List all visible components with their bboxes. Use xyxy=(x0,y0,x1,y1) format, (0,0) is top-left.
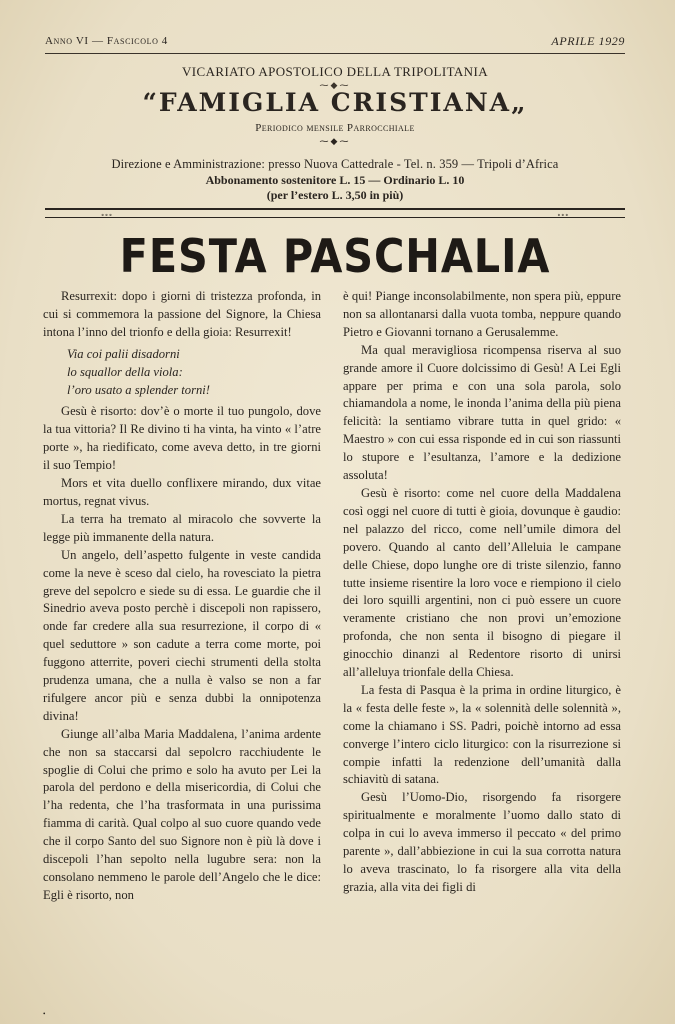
article-column-left xyxy=(43,288,321,905)
verse-line: l’oro usato a splender torni! xyxy=(67,382,210,397)
direzione-line: Direzione e Amministrazione: presso Nuova Cattedrale - Tel. n. 359 — Tripoli d’Africa xyxy=(111,157,559,171)
paragraph: Mors et vita duello conflixere mirando, dux vitae mortus, regnat vivus. xyxy=(43,476,321,508)
paragraph: La festa di Pasqua è la prima in ordine liturgico, è la « festa delle feste », la « solennità delle solennità », come la chiamano i SS. Padri, poichè intorno ad essa converge l’intero ciclo liturgico: con la risurrezione si compie infatti la redenzione dell’umanità dalla schiavitù di satana. xyxy=(343,682,621,787)
paragraph: Un angelo, dell’aspetto fulgente in veste candida come la neve è sceso dal cielo, ha rovesciato la pietra greve del sepolcro e siede su di essa. Le guardie che il Sinedrio aveva posto perchè i discepoli non rapissero, onde far credere alla sua resurrezione, il corpo di « quel seduttore » son cadute a terra come morte, poi fuggono atterrite, poveri ciechi strumenti della stolta prudenza umana, che a nulla è valso se non a far rifulgere ancor più e senza dubbi la onnipotenza divina! xyxy=(43,547,321,723)
masthead-double-rule xyxy=(45,208,625,218)
journal-subtitle: Periodico mensile Parrocchiale xyxy=(255,122,415,134)
paragraph: è qui! Piange inconsolabilmente, non spera più, eppure non sa allontanarsi dalla vuota tomba, neppure quando Pietro e Giovanni tornano a Gerusalemme. xyxy=(343,289,621,339)
paragraph: Ma qual meravigliosa ricompensa riserva al suo grande amore il Cuore dolcissimo di Gesù! A Lei Egli appare per prima e con una sola parola, solo chiamandola a nome, le inonda l’anima della più piena felicità: la sentiamo vibrare tutta in quel grido: « Maestro » con cui essa risponde ed in cui son riassunti lo stupore e l’esultanza, l’amore e la dedizione assoluta! xyxy=(343,342,621,483)
paragraph: Giunge all’alba Maria Maddalena, l’anima ardente che non sa staccarsi dal sepolcro racchiudente le spoglie di Colui che primo e solo ha avuto per Lei la parola del perdono e della misericordia, di Colui che l’ha redenta, che l’ha trasformata in una purissima fiamma di carità. Qual colpo al suo cuore quando vede che il corpo Santo del suo Signore non è più là dove i discepoli l’han sepolto nella lugubre sera: non la consolano nemmeno le parole dell’Angelo che le dice: Egli è risorto, non xyxy=(43,726,321,902)
verse-quote xyxy=(67,346,321,400)
journal-title: “FAMIGLIA CRISTIANA„ xyxy=(142,88,528,117)
paragraph: La terra ha tremato al miracolo che sovverte la legge più immanente della natura. xyxy=(43,511,321,544)
printer-mark-icon: • xyxy=(43,1010,46,1018)
paragraph: Gesù è risorto: come nel cuore della Maddalena così oggi nel cuore di tutti è gioia, dovunque è gaudio: nel palazzo del ricco, come nell’umile dimora del povero. Quando al canto dell’Alleluia le campane delle Chiese, dopo lunghe ore di triste silenzio, fanno tutte insieme risentire la loro voce e riempiono il cielo dei loro squilli argentini, non ci può essere un cuore veramente cristiano che non provi un’emozione profonda, che non senta il bisogno di piegare il ginocchio dinanzi al Redentore risorto di unirsi all’alleluya trionfale della Chiesa. xyxy=(343,485,621,680)
running-head xyxy=(45,33,625,49)
abbonamento-line: Abbonamento sostenitore L. 15 — Ordinario L. 10 xyxy=(205,173,465,187)
verse-line: lo squallor della viola: xyxy=(67,364,183,379)
paragraph: Gesù l’Uomo-Dio, risorgendo fa risorgere spiritualmente e moralmente l’uomo dallo stato di colpa in cui lo aveva immerso il peccato « del primo parente », dall’abbiezione in cui la sua corrotta natura lo aveva trascinato, lo fa risorgere alla vita della grazia, alla vita dei figli di xyxy=(343,790,621,894)
paragraph: Resurrexit: dopo i giorni di tristezza profonda, in cui si commemora la passione del Signore, la Chiesa intona l’inno del trionfo e della gioia: Resurrexit! xyxy=(43,289,321,339)
vicariato-line: VICARIATO APOSTOLICO DELLA TRIPOLITANIA xyxy=(182,64,488,79)
header-rule xyxy=(45,53,625,54)
issue-number: Anno VI — Fascicolo 4 xyxy=(45,35,168,47)
paragraph: Gesù è risorto: dov’è o morte il tuo pungolo, dove la tua vittoria? Il Re divino ti ha vinta, ha vinto « l’atre porte », ha riedificato, come aveva detto, in tre giorni il suo Tempio! xyxy=(43,404,321,473)
estero-line: (per l’estero L. 3,50 in più) xyxy=(266,188,404,202)
article-headline: FESTA PASCHALIA xyxy=(119,229,551,283)
ornament-flourish-icon: ⁓◆⁓ xyxy=(319,80,351,90)
verse-line: Via coi palii disadorni xyxy=(67,346,180,361)
rule-ornament-icon: ∘∘∘ xyxy=(101,211,113,219)
issue-date: APRILE 1929 xyxy=(551,33,625,48)
rule-ornament-icon: ∘∘∘ xyxy=(557,211,569,219)
ornament-flourish-icon: ⁓◆⁓ xyxy=(319,136,351,146)
article-column-right xyxy=(343,288,621,897)
